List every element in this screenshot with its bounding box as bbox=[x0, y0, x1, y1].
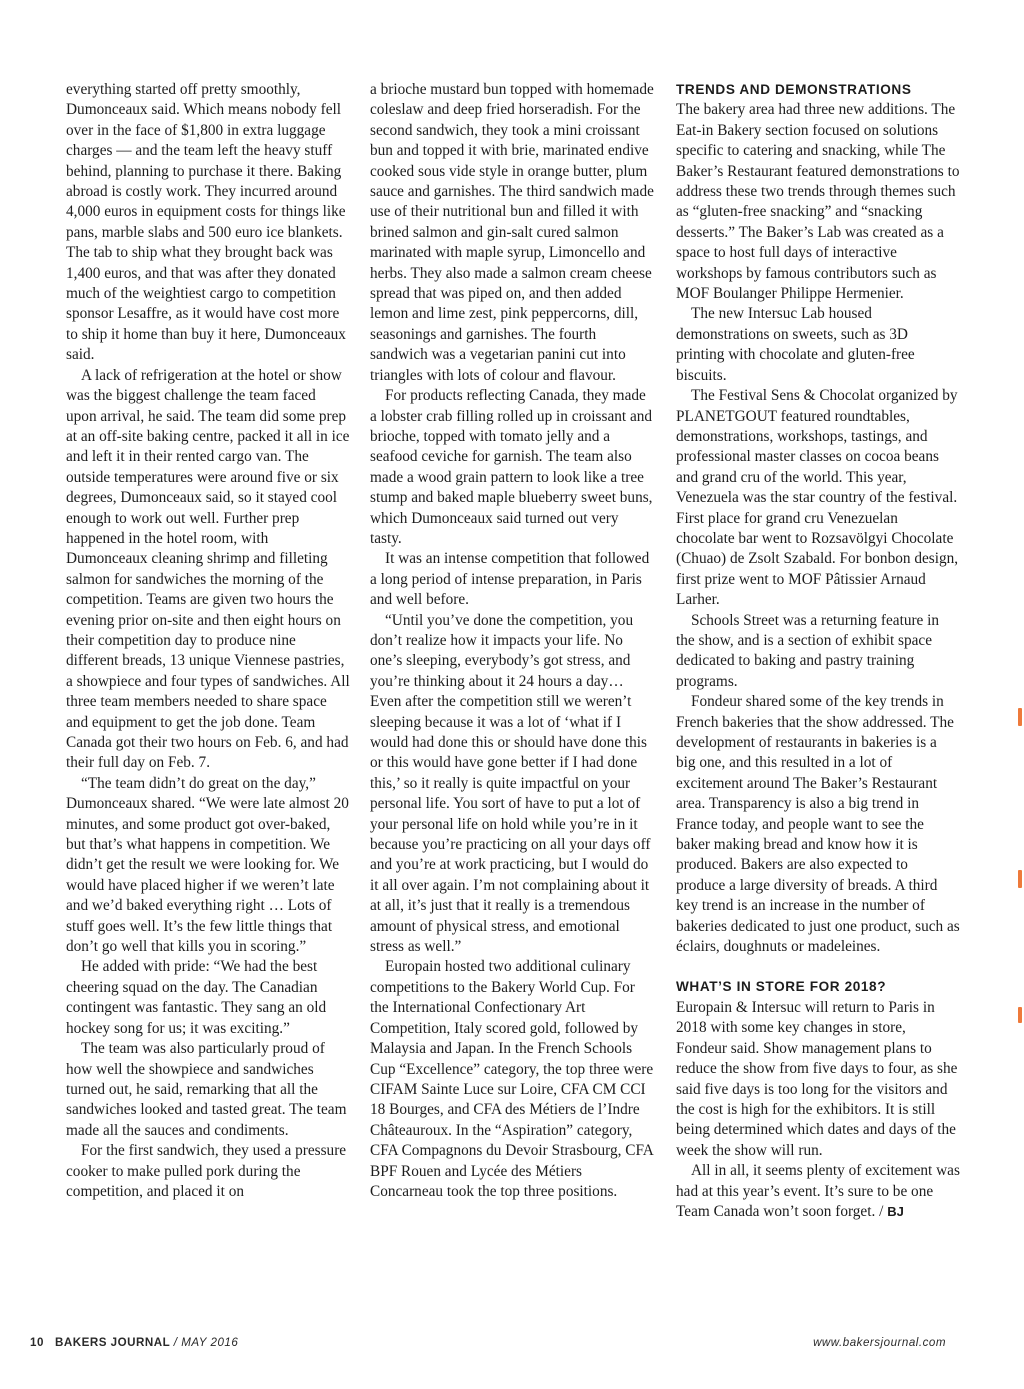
paragraph-text: All in all, it seems plenty of excitement was had at this year’s event. It’s sure to be one Team Canada won’t soon forget. / bbox=[676, 1162, 960, 1220]
publication-name: BAKERS JOURNAL bbox=[55, 1336, 171, 1349]
footer-separator: / bbox=[173, 1336, 178, 1349]
paragraph: A lack of refrigeration at the hotel or show was the biggest challenge the team faced upon arrival, he said. The team did some prep at an off-site baking centre, packed it all in ice and left it in their rented cargo van. The outside temperatures were around five or six degrees, Dumonceaux said, so it stayed cool enough to work out well. Further prep happened in the hotel room, with Dumonceaux cleaning shrimp and filleting salmon for sandwiches the morning of the competition. Teams are given two hours the evening prior on-site and then eight hours on their competition day to produce nine different breads, 13 unique Viennese pastries, a showpiece and four types of sandwiches. All three team members needed to share space and equipment to get the job done. Team Canada got their two hours on Feb. 6, and had their full day on Feb. 7. bbox=[66, 366, 350, 772]
issue-date: MAY 2016 bbox=[181, 1336, 239, 1349]
paragraph: He added with pride: “We had the best cheering squad on the day. The Canadian contingent was fantastic. They sang an old hockey song for us; it was exciting.” bbox=[66, 958, 327, 1037]
page-footer bbox=[30, 1336, 946, 1352]
column-right bbox=[676, 80, 960, 1222]
column-left bbox=[66, 80, 350, 1202]
paragraph: a brioche mustard bun topped with homemade coleslaw and deep fried horseradish. For the second sandwich, they took a mini croissant bun and topped it with brie, marinated endive cooked sous vide style in orange butter, plum sauce and garnishes. The third sandwich made use of their nutritional bun and filled it with brined salmon and gin-salt cured salmon marinated with maple syrup, Limoncello and herbs. They also made a salmon cream cheese spread that was piped on, and then added lemon and lime zest, pink peppercorns, dill, seasonings and garnishes. The fourth sandwich was a vegetarian panini cut into triangles with lots of colour and flavour. bbox=[370, 81, 654, 384]
edge-accent-mark bbox=[1018, 708, 1022, 726]
column-middle bbox=[370, 80, 654, 1202]
page-number: 10 bbox=[30, 1336, 44, 1349]
paragraph: everything started off pretty smoothly, Dumonceaux said. Which means nobody fell over in the face of $1,800 in extra luggage charges — and the team left the heavy stuff behind, planning to purchase it there. Baking abroad is costly work. They incurred around 4,000 euros in equipment costs for things like pans, marble slabs and 500 euro ice blankets. The tab to ship what they brought back was 1,400 euros, and that was after they donated much of the weightiest cargo to competition sponsor Lesaffre, as it would have cost more to ship it home than buy it here, Dumonceaux said. bbox=[66, 81, 346, 364]
paragraph: Europain & Intersuc will return to Paris in 2018 with some key changes in store, Fondeur said. Show management plans to reduce the show from five days to four, as she said five days is too long for the visitors and the cost is high for the exhibitors. It is still being determined which dates and days of the week the show will run. bbox=[676, 998, 958, 1159]
paragraph-final bbox=[676, 1161, 960, 1222]
paragraph: “Until you’ve done the competition, you don’t realize how it impacts your life. No one’s sleeping, everybody’s got stress, and you’re thinking about it 24 hours a day… Even after the competition still we weren’t sleeping because it was a lot of ‘what if I would had done this or should have done this or this would have gone better if I had done this,’ so it really is quite impactful on your personal life. You sort of have to put a lot of your personal life on hold while you’re in it because you’re practicing on all your days off and you’re at work practicing, but I would do it all over again. I’m not complaining about it at all, it’s just that it really is a tremendous amount of physical stress, and emotional stress as well.” bbox=[370, 611, 651, 956]
section-heading-2018: WHAT’S IN STORE FOR 2018? bbox=[676, 979, 887, 995]
paragraph: For the first sandwich, they used a pressure cooker to make pulled pork during the competition, and placed it on bbox=[66, 1142, 347, 1200]
section-heading-trends: TRENDS AND DEMONSTRATIONS bbox=[676, 82, 912, 97]
paragraph: The new Intersuc Lab housed demonstrations on sweets, such as 3D printing with chocolate and gluten-free biscuits. bbox=[676, 305, 915, 384]
paragraph: The bakery area had three new additions. The Eat-in Bakery section focused on solutions specific to catering and snacking, while The Baker’s Restaurant featured demonstrations to address these two trends through themes such as “gluten-free snacking” and “snacking desserts.” The Baker’s Lab was created as a space to host full days of interactive workshops by famous contributors such as MOF Boulanger Philippe Hermenier. bbox=[676, 101, 960, 303]
paragraph: The team was also particularly proud of how well the showpiece and sandwiches turned out, he said, remarking that all the sandwiches looked and tasted great. The team made all the sauces and condiments. bbox=[66, 1040, 347, 1139]
paragraph: Schools Street was a returning feature in the show, and is a section of exhibit space dedicated to baking and pastry training programs. bbox=[676, 611, 940, 690]
paragraph: Europain hosted two additional culinary competitions to the Bakery World Cup. For the International Confectionary Art Competition, Italy scored gold, followed by Malaysia and Japan. In the French Schools Cup “Excellence” category, the top three were CIFAM Sainte Luce sur Loire, CFA CM CCI 18 Bourges, and CFA des Métiers de l’Indre Châteauroux. In the “Aspiration” category, CFA Compagnons du Devoir Strasbourg, CFA BPF Rouen and Lycée des Métiers Concarneau took the top three positions. bbox=[370, 958, 654, 1200]
paragraph: It was an intense competition that followed a long period of intense preparation, in Paris and well before. bbox=[370, 550, 650, 609]
publication-line bbox=[55, 1336, 238, 1349]
paragraph: The Festival Sens & Chocolat organized by PLANETGOUT featured roundtables, demonstrations, workshops, tastings, and professional master classes on cocoa beans and grand cru of the world. This year, Venezuela was the star country of the festival. First place for grand cru Venezuelan chocolate bar went to Rozsavölgyi Chocolate (Chuao) de Zsolt Szabald. For bonbon design, first prize went to MOF Pâtissier Arnaud Larher. bbox=[676, 387, 959, 609]
edge-accent-mark bbox=[1018, 870, 1022, 888]
website-url: www.bakersjournal.com bbox=[813, 1336, 946, 1349]
paragraph: “The team didn’t do great on the day,” Dumonceaux shared. “We were late almost 20 minutes, and some product got over-baked, but that’s what happens in competition. We didn’t get the result we were looking for. We would have placed higher if we weren’t late and we’d baked everything right … Lots of stuff goes well. It’s the few little things that don’t go well that kills you in scoring.” bbox=[66, 774, 349, 956]
edge-accent-mark bbox=[1018, 1007, 1022, 1023]
end-mark: BJ bbox=[887, 1203, 904, 1219]
paragraph: Fondeur shared some of the key trends in French bakeries that the show addressed. The development of restaurants in bakeries is a big one, and this resulted in a lot of excitement around The Baker’s Restaurant area. Transparency is also a big trend in France today, and people want to see the baker making bread and know how it is produced. Bakers are also expected to produce a large diversity of breads. A third key trend is an increase in the number of bakeries dedicated to just one product, such as éclairs, doughnuts or madeleines. bbox=[676, 693, 960, 956]
paragraph: For products reflecting Canada, they made a lobster crab filling rolled up in croissant and brioche, topped with tomato jelly and a seafood ceviche for garnish. The team also made a wood grain pattern to look like a tree stump and baked maple blueberry sweet buns, which Dumonceaux said turned out very tasty. bbox=[370, 387, 653, 547]
